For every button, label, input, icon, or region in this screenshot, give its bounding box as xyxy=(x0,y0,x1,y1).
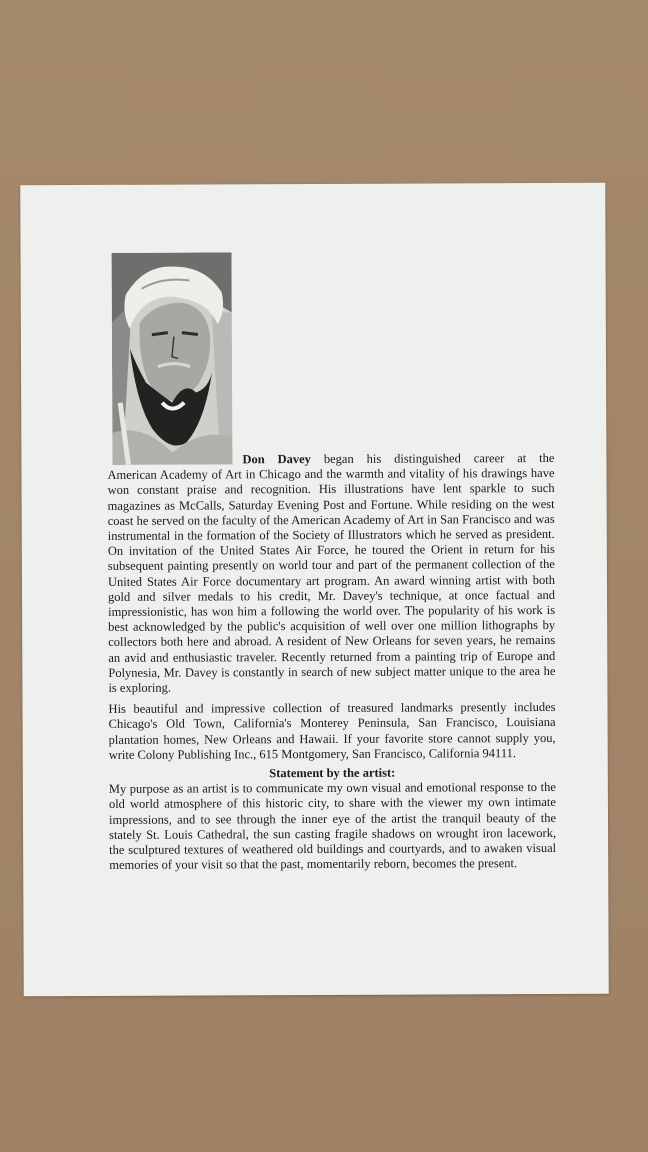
statement-heading: Statement by the artist: xyxy=(269,765,396,781)
portrait-sketch xyxy=(112,252,233,465)
artist-portrait xyxy=(112,252,233,465)
statement-paragraph: My purpose as an artist is to communicate my own visual and emotional response to the old world atmosphere of this historic city, to share with the viewer my own intimate impressions, and to see through the inner eye of the artist the tranquil beauty of the stately St. Louis Cathedral, the sun casting fragile shadows on wrought iron lacework, the sculptured textures of weathered old buildings and courtyards, and to awaken visual memories of your visit so that the past, momentarily reborn, becomes the present. xyxy=(108,780,557,873)
artist-name: Don Davey xyxy=(242,452,311,467)
collection-paragraph: His beautiful and impressive collection of treasured landmarks presently includes Chicago's Old Town, California's Monterey Peninsula, San Francisco, Louisiana plantation homes, New Orleans and Hawaii. If your favorite store cannot supply you, write Colony Publishing Inc., 615 Montgomery, San Francisco, California 94111. xyxy=(108,700,556,762)
paper-sheet xyxy=(20,183,609,997)
bio-paragraph: American Academy of Art in Chicago and the warmth and vitality of his drawings have won constant praise and recognition. His illustrations have lent sparkle to such magazines as McCalls, Saturday Evening Post and Fortune. While residing on the west coast he served on the faculty of the American Academy of Art in San Francisco and was instrumental in the formation of the Society of Illustrators which he served as president. On invitation of the United States Air Force, he toured the Orient in return for his subsequent painting presently on world tour and part of the permanent collection of the United States Air Force documentary art program. An award winning artist with both gold and silver medals to his credit, Mr. Davey's technique, at once factual and impressionistic, has won him a following the world over. The popularity of his work is best acknowledged by the public's acquisition of well over one million lithographs by collectors both here and abroad. A resident of New Orleans for seven years, he remains an avid and enthusiastic traveler. Recently returned from a painting trip of Europe and Polynesia, Mr. Davey is constantly in search of new subject matter unique to the area he is exploring. xyxy=(107,466,556,695)
text-body xyxy=(107,451,556,873)
bio-first-line: began his distinguished career at the xyxy=(323,450,555,466)
